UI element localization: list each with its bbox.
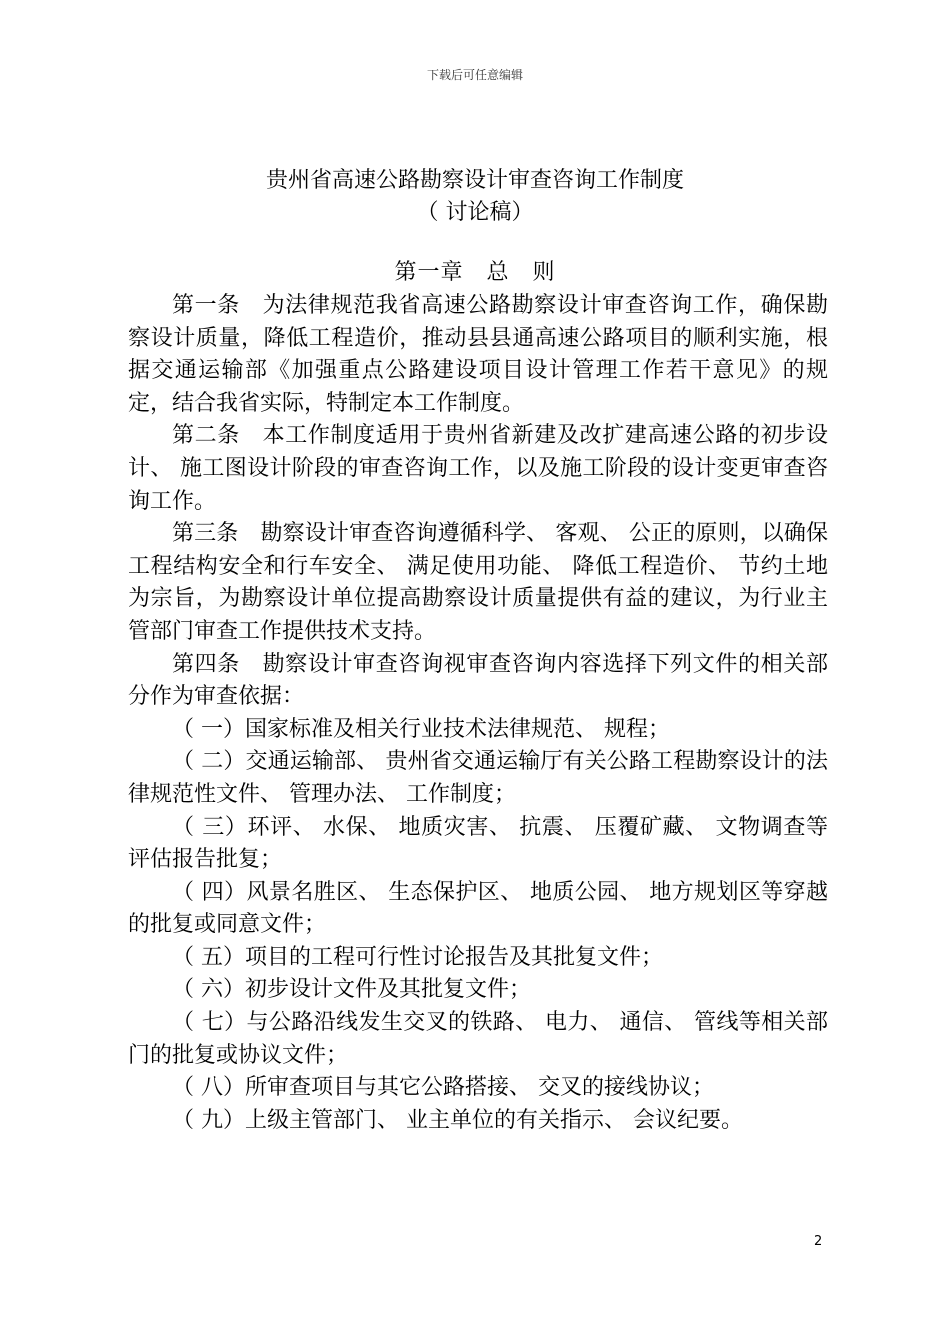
list-item-4: （ 四）风景名胜区、 生态保护区、 地质公园、 地方规划区等穿越的批复或同意文件；: [128, 879, 828, 938]
article-4-paragraph: 第四条 勘察设计审查咨询视审查咨询内容选择下列文件的相关部分作为审查依据：: [128, 651, 828, 710]
list-item-5: （ 五）项目的工程可行性讨论报告及其批复文件；: [172, 944, 663, 970]
article-2-paragraph: 第二条 本工作制度适用于贵州省新建及改扩建高速公路的初步设计、 施工图设计阶段的审查咨询工作，以及施工阶段的设计变更审查咨询工作。: [128, 423, 828, 514]
list-item-1: （ 一）国家标准及相关行业技术法律规范、 规程；: [172, 716, 670, 742]
article-1-paragraph: 第一条 为法律规范我省高速公路勘察设计审查咨询工作，确保勘察设计质量，降低工程造价，推动县县通高速公路项目的顺利实施，根据交通运输部《加强重点公路建设项目设计管理工作若干意见》的规定，结合我省实际，特制定本工作制度。: [128, 293, 828, 416]
document-body: [128, 290, 828, 1137]
article-3-paragraph: 第三条 勘察设计审查咨询遵循科学、 客观、 公正的原则，以确保工程结构安全和行车安全、 满足使用功能、 降低工程造价、 节约土地为宗旨，为勘察设计单位提高勘察设计质量提供有益的建议，为行业主管部门审查工作提供技术支持。: [128, 521, 828, 644]
document-title: 贵州省高速公路勘察设计审查咨询工作制度: [265, 168, 684, 193]
list-item-6: （ 六）初步设计文件及其批复文件；: [172, 977, 531, 1003]
list-item-3: （ 三）环评、 水保、 地质灾害、 抗震、 压覆矿藏、 文物调查等评估报告批复；: [128, 814, 828, 873]
list-item-2: （ 二）交通运输部、 贵州省交通运输厅有关公路工程勘察设计的法律规范性文件、 管理办法、 工作制度；: [128, 749, 828, 807]
list-item-8: （ 八）所审查项目与其它公路搭接、 交叉的接线协议；: [172, 1075, 714, 1101]
chapter-heading: 第一章 总 则: [394, 260, 556, 285]
document-subtitle: （ 讨论稿）: [416, 200, 534, 225]
page-number: 2: [814, 1234, 823, 1249]
list-item-9: （ 九）上级主管部门、 业主单位的有关指示、 会议纪要。: [172, 1107, 743, 1133]
list-item-7: （ 七）与公路沿线发生交叉的铁路、 电力、 通信、 管线等相关部门的批复或协议文件；: [128, 1010, 828, 1068]
page-header-note: 下载后可任意编辑: [426, 68, 523, 82]
